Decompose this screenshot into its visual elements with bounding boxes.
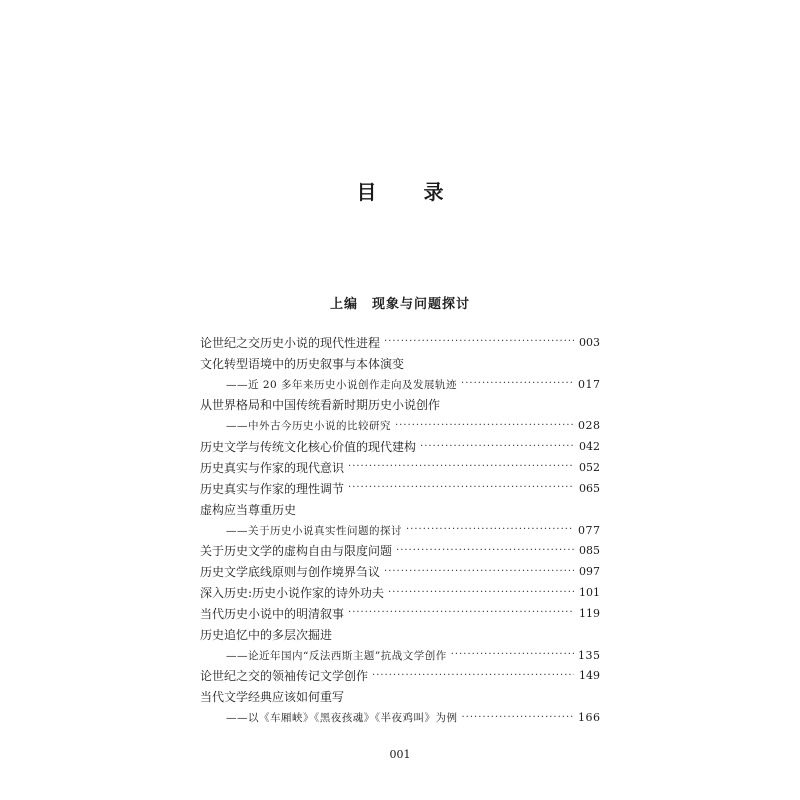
toc-entry-row[interactable]: [200, 436, 600, 457]
toc-page-number: 085: [579, 544, 600, 558]
toc-page-number: 166: [578, 711, 601, 725]
toc-title: 深入历史:历史小说作家的诗外功夫: [200, 586, 385, 601]
toc-title: 关于历史文学的虚构自由与限度问题: [200, 544, 393, 559]
toc-page-number: 017: [578, 377, 601, 391]
section-heading: [0, 293, 800, 312]
toc-entry-row: [200, 686, 600, 707]
toc-entry-row[interactable]: [200, 457, 600, 478]
toc-subtitle-row[interactable]: [200, 707, 600, 728]
toc-page-number: 119: [579, 606, 600, 620]
toc-entry-row: [200, 624, 600, 645]
dot-leader: [420, 442, 574, 452]
toc-entry-row[interactable]: [200, 561, 600, 582]
toc-entry-row[interactable]: [200, 603, 600, 624]
dot-leader: [384, 567, 574, 577]
toc-subtitle: ——论近年国内“反法西斯主题”抗战文学创作: [226, 649, 447, 662]
dot-leader: [462, 713, 575, 723]
toc-title: 文化转型语境中的历史叙事与本体演变: [200, 356, 405, 371]
page-number: 001: [389, 748, 411, 761]
toc-entry-row[interactable]: [200, 666, 600, 687]
section-name-label: 现象与问题探讨: [372, 297, 471, 312]
toc-title: 虚构应当尊重历史: [200, 502, 297, 517]
dot-leader: [396, 546, 574, 556]
toc-page-number: 077: [578, 523, 601, 537]
toc-page-number: 052: [579, 460, 600, 474]
toc-title: 历史追忆中的多层次掘进: [200, 627, 333, 642]
toc-title: 从世界格局和中国传统看新时期历史小说创作: [200, 398, 441, 413]
page-title: 目 录: [356, 180, 464, 204]
toc-page-number: 101: [579, 586, 600, 600]
dot-leader: [388, 588, 574, 598]
toc-page-number: 135: [578, 648, 601, 662]
toc-page-number: 042: [579, 440, 600, 454]
toc-title: 历史文学与传统文化核心价值的现代建构: [200, 440, 417, 455]
toc-entry-row[interactable]: [200, 582, 600, 603]
toc-subtitle-row[interactable]: [200, 520, 600, 541]
toc-page-number: 028: [578, 419, 601, 433]
dot-leader: [348, 608, 574, 618]
toc-entry-row[interactable]: [200, 332, 600, 353]
toc-title: 历史真实与作家的现代意识: [200, 460, 345, 475]
toc-page-number: 003: [579, 335, 600, 349]
toc-entry-row: [200, 499, 600, 520]
dot-leader: [406, 525, 574, 535]
toc-entry-row: [200, 395, 600, 416]
toc-title: 历史文学底线原则与创作境界刍议: [200, 565, 381, 580]
toc-title: 当代文学经典应该如何重写: [200, 690, 345, 705]
dot-leader: [348, 483, 574, 493]
toc-entry-row[interactable]: [200, 478, 600, 499]
toc-page-number: 149: [579, 669, 600, 683]
dot-leader: [372, 671, 574, 681]
toc-entry-row[interactable]: [200, 540, 600, 561]
toc-subtitle-row[interactable]: [200, 415, 600, 436]
toc-title: 当代历史小说中的明清叙事: [200, 606, 345, 621]
table-of-contents: [200, 332, 600, 728]
toc-subtitle: ——中外古今历史小说的比较研究: [226, 420, 391, 433]
dot-leader: [384, 337, 574, 347]
toc-subtitle: ——关于历史小说真实性问题的探讨: [226, 524, 402, 537]
toc-title: 论世纪之交的领袖传记文学创作: [200, 669, 369, 684]
toc-title: 历史真实与作家的理性调节: [200, 481, 345, 496]
toc-page-number: 097: [579, 565, 600, 579]
dot-leader: [461, 379, 574, 389]
toc-subtitle: ——近 20 多年来历史小说创作走向及发展轨迹: [226, 378, 458, 391]
toc-subtitle: ——以《车厢峡》《黑夜孩魂》《半夜鸡叫》为例: [226, 712, 458, 725]
section-part-label: 上编: [329, 297, 358, 312]
dot-leader: [348, 462, 574, 472]
toc-entry-row: [200, 353, 600, 374]
dot-leader: [395, 421, 574, 431]
toc-subtitle-row[interactable]: [200, 374, 600, 395]
dot-leader: [451, 650, 574, 660]
toc-subtitle-row[interactable]: [200, 645, 600, 666]
toc-title: 论世纪之交历史小说的现代性进程: [200, 335, 381, 350]
toc-page-number: 065: [579, 481, 600, 495]
